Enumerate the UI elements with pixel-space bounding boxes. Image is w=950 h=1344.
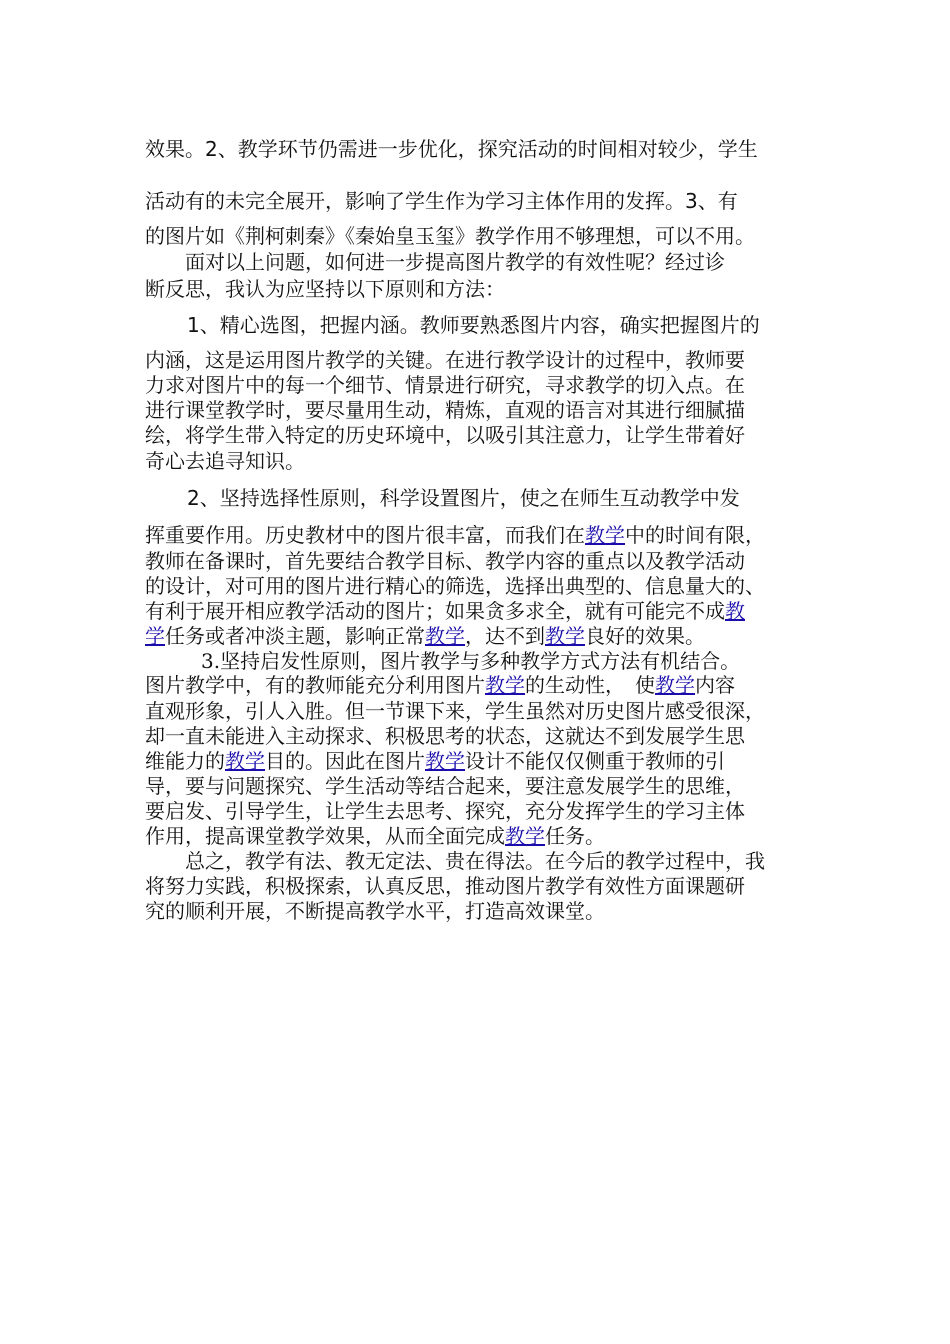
teaching-link[interactable]: 教学	[425, 749, 465, 773]
text-line	[145, 598, 745, 624]
text-run: 图片教学中，有的教师能充分利用图片	[145, 673, 485, 697]
teaching-link[interactable]: 教学	[425, 624, 465, 648]
teaching-link[interactable]: 学	[145, 624, 165, 648]
text-line: 活动有的未完全展开，影响了学生作为学习主体作用的发挥。3、有	[145, 189, 738, 213]
teaching-link[interactable]: 教	[725, 599, 745, 623]
text-line: 绘，将学生带入特定的历史环境中，以吸引其注意力，让学生带着好	[145, 423, 745, 447]
text-line: 的设计，对可用的图片进行精心的筛选，选择出典型的、信息量大的、	[145, 574, 765, 598]
text-line: 断反思，我认为应坚持以下原则和方法：	[145, 277, 505, 301]
text-line: 进行课堂教学时，要尽量用生动，精炼，直观的语言对其进行细腻描	[145, 398, 745, 422]
text-run: 任务或者冲淡主题，影响正常	[165, 624, 425, 648]
text-line	[145, 623, 705, 649]
text-line	[145, 823, 605, 849]
text-line: 2、坚持选择性原则，科学设置图片，使之在师生互动教学中发	[187, 486, 740, 510]
text-line: 3.坚持启发性原则，图片教学与多种教学方式方法有机结合。	[201, 649, 741, 673]
text-run: 任务。	[545, 824, 605, 848]
text-run: 目的。因此在图片	[265, 749, 425, 773]
text-line: 教师在备课时，首先要结合教学目标、教学内容的重点以及教学活动	[145, 549, 745, 573]
text-run: 维能力的	[145, 749, 225, 773]
text-run: 良好的效果。	[585, 624, 705, 648]
text-line	[145, 522, 765, 548]
text-line	[145, 672, 735, 698]
text-line: 却一直未能进入主动探求、积极思考的状态，这就达不到发展学生思	[145, 724, 745, 748]
text-line: 1、精心选图，把握内涵。教师要熟悉图片内容，确实把握图片的	[187, 313, 760, 337]
text-line: 面对以上问题，如何进一步提高图片教学的有效性呢？经过诊	[185, 250, 725, 274]
text-line: 将努力实践，积极探索，认真反思，推动图片教学有效性方面课题研	[145, 874, 745, 898]
teaching-link[interactable]: 教学	[485, 673, 525, 697]
text-run: 内容	[695, 673, 735, 697]
teaching-link[interactable]: 教学	[505, 824, 545, 848]
text-run: 有利于展开相应教学活动的图片；如果贪多求全，就有可能完不成	[145, 599, 725, 623]
text-line	[145, 748, 725, 774]
text-line: 直观形象，引人入胜。但一节课下来，学生虽然对历史图片感受很深，	[145, 699, 765, 723]
text-line: 要启发、引导学生，让学生去思考、探究，充分发挥学生的学习主体	[145, 799, 745, 823]
text-run: 设计不能仅仅侧重于教师的引	[465, 749, 725, 773]
text-run: 的生动性， 使	[525, 673, 655, 697]
text-line: 究的顺利开展，不断提高教学水平，打造高效课堂。	[145, 899, 605, 923]
teaching-link[interactable]: 教学	[545, 624, 585, 648]
text-line: 力求对图片中的每一个细节、情景进行研究，寻求教学的切入点。在	[145, 373, 745, 397]
text-run: 中的时间有限，	[625, 523, 765, 547]
text-line: 奇心去追寻知识。	[145, 449, 305, 473]
teaching-link[interactable]: 教学	[585, 523, 625, 547]
text-line: 总之，教学有法、教无定法、贵在得法。在今后的教学过程中，我	[185, 849, 765, 873]
text-run: ，达不到	[465, 624, 545, 648]
teaching-link[interactable]: 教学	[655, 673, 695, 697]
text-line: 的图片如《荆柯刺秦》《秦始皇玉玺》教学作用不够理想，可以不用。	[145, 224, 755, 248]
text-line: 内涵，这是运用图片教学的关键。在进行教学设计的过程中，教师要	[145, 348, 745, 372]
text-line: 效果。2、教学环节仍需进一步优化，探究活动的时间相对较少，学生	[145, 137, 758, 161]
text-run: 作用，提高课堂教学效果，从而全面完成	[145, 824, 505, 848]
text-run: 挥重要作用。历史教材中的图片很丰富，而我们在	[145, 523, 585, 547]
text-line: 导，要与问题探究、学生活动等结合起来，要注意发展学生的思维，	[145, 774, 745, 798]
teaching-link[interactable]: 教学	[225, 749, 265, 773]
